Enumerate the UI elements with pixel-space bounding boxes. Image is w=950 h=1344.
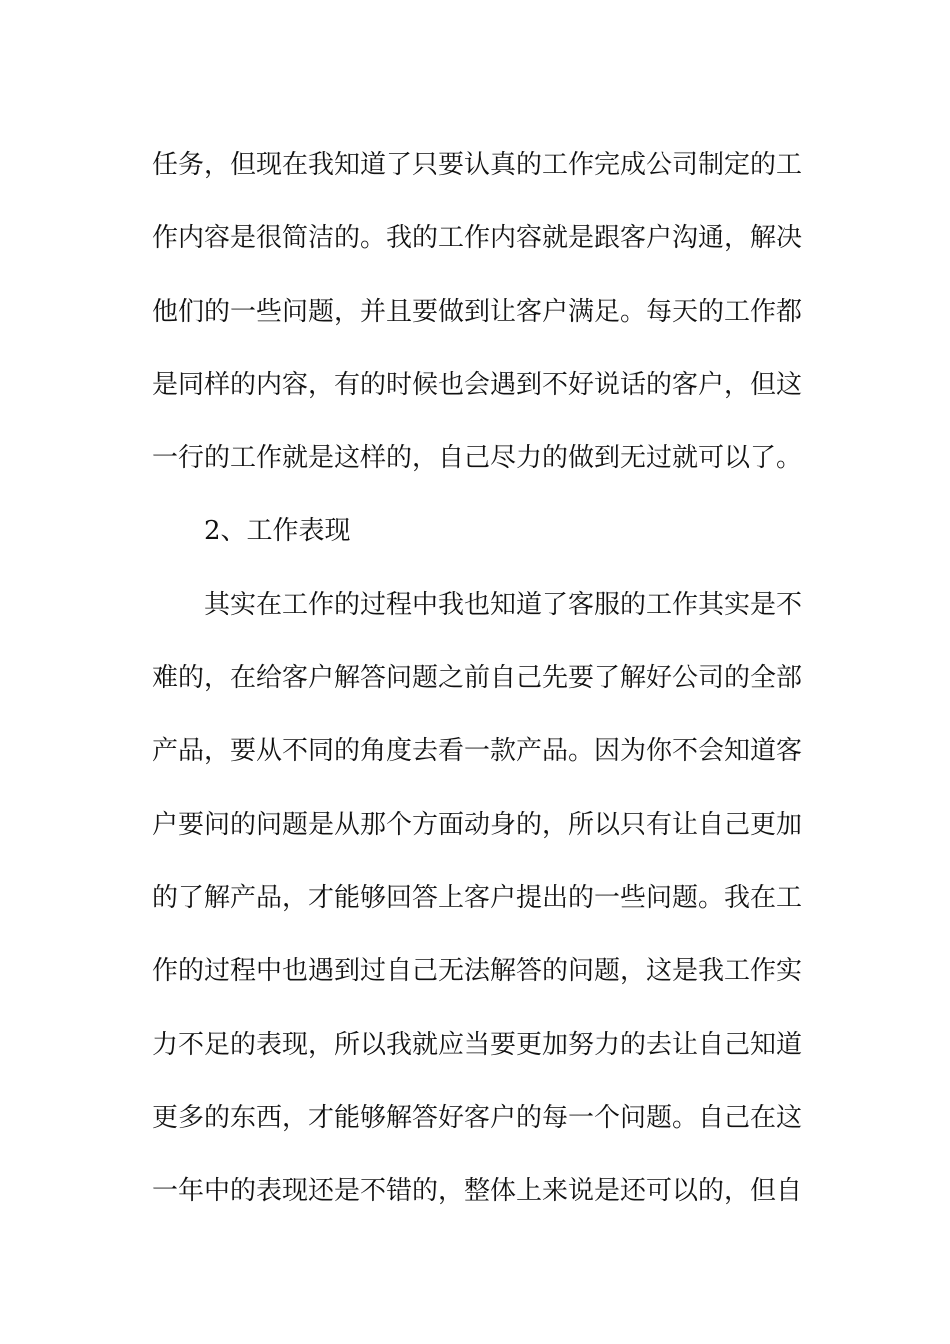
text-line: 是同样的内容，有的时候也会遇到不好说话的客户，但这 [152, 369, 803, 400]
text-line: 更多的东西，才能够解答好客户的每一个问题。自己在这 [152, 1102, 803, 1133]
text-line: 作的过程中也遇到过自己无法解答的问题，这是我工作实 [152, 956, 803, 987]
text-line: 户要问的问题是从那个方面动身的，所以只有让自己更加 [152, 809, 803, 840]
text-line: 其实在工作的过程中我也知道了客服的工作其实是不 [204, 589, 803, 620]
section-heading: 2、工作表现 [204, 516, 351, 547]
text-line: 他们的一些问题，并且要做到让客户满足。每天的工作都 [152, 296, 803, 327]
body-text [152, 129, 803, 1228]
text-line: 产品，要从不同的角度去看一款产品。因为你不会知道客 [152, 736, 803, 767]
text-line: 力不足的表现，所以我就应当要更加努力的去让自己知道 [152, 1029, 803, 1060]
text-line: 的了解产品，才能够回答上客户提出的一些问题。我在工 [152, 882, 803, 913]
text-line: 作内容是很简洁的。我的工作内容就是跟客户沟通，解决 [152, 223, 803, 254]
text-line: 一行的工作就是这样的，自己尽力的做到无过就可以了。 [152, 443, 803, 474]
text-line: 任务，但现在我知道了只要认真的工作完成公司制定的工 [152, 150, 803, 180]
text-line: 一年中的表现还是不错的，整体上来说是还可以的，但自 [152, 1176, 803, 1207]
text-line: 难的，在给客户解答问题之前自己先要了解好公司的全部 [152, 663, 803, 694]
